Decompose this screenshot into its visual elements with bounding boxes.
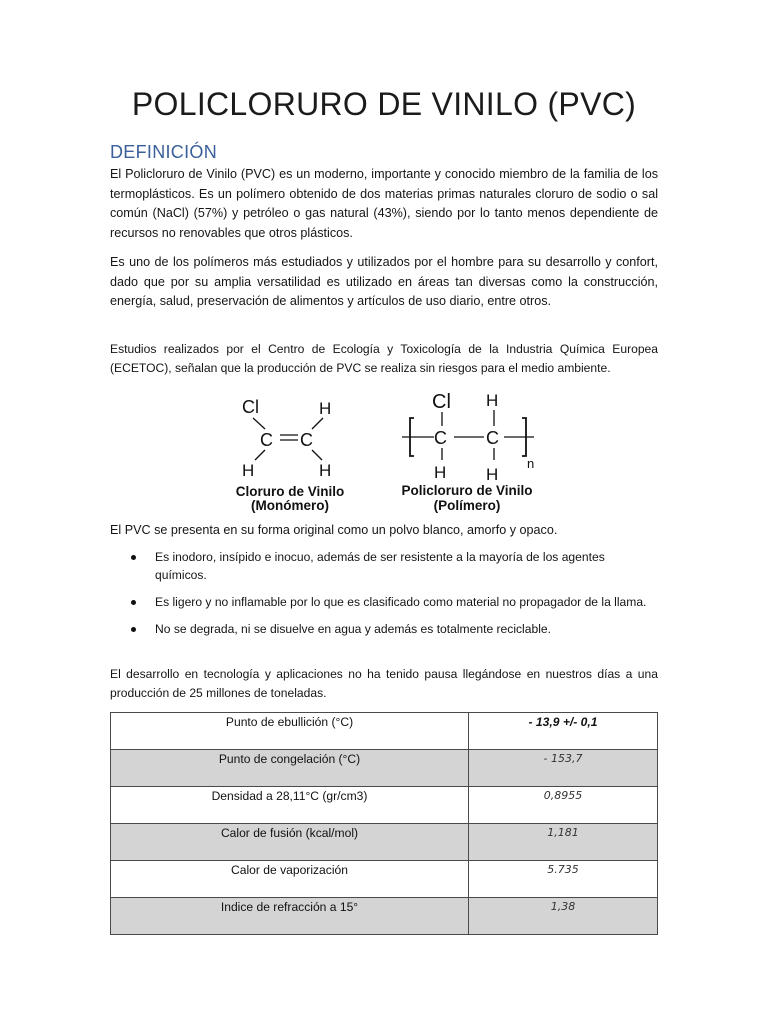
polymer-n-subscript: n (527, 456, 535, 471)
polymer-h-bl-atom: H (434, 463, 447, 482)
polymer-h-br-atom: H (486, 465, 499, 484)
paragraph-appearance: El PVC se presenta en su forma original como un polvo blanco, amorfo y opaco. (110, 523, 558, 537)
pvc-structure-diagram (228, 388, 548, 516)
monomer-h-bl-atom: H (242, 461, 255, 480)
monomer-cl-atom: Cl (242, 397, 259, 417)
polymer-c2-atom: C (486, 428, 499, 448)
table-cell-label: Densidad a 28,11°C (gr/cm3) (111, 787, 469, 824)
table-cell-value: - 13,9 +/- 0,1 (469, 713, 658, 750)
monomer-h-br-atom: H (319, 461, 332, 480)
paragraph-definition: El Policloruro de Vinilo (PVC) es un moderno, importante y conocido miembro de la familia de los termoplásticos. Es un polímero obtenido de dos materias primas naturales cloruro de sodio o sal común (NaCl) (57%) y petróleo o gas natural (43%), siendo por lo tanto menos dependiente de recursos no renovables que otros plásticos. (110, 167, 658, 240)
monomer-name-label: Cloruro de Vinilo (235, 484, 345, 499)
bullet-text: Es ligero y no inflamable por lo que es clasificado como material no propagador de la llama. (155, 595, 647, 609)
table-row (111, 898, 658, 935)
section-heading-definicion: DEFINICIÓN (110, 142, 218, 162)
bullet-text: No se degrada, ni se disuelve en agua y además es totalmente reciclable. (155, 622, 551, 636)
table-cell-label: Calor de vaporización (111, 861, 469, 898)
table-row (111, 861, 658, 898)
polymer-cl-atom: Cl (432, 391, 451, 413)
table-cell-value: 1,181 (469, 824, 658, 861)
list-item (110, 593, 658, 611)
table-cell-value: 0,8955 (469, 787, 658, 824)
polymer-h-top-atom: H (486, 391, 499, 410)
polymer-c1-atom: C (434, 428, 447, 448)
table-row (111, 787, 658, 824)
paragraph-uses: Es uno de los polímeros más estudiados y utilizados por el hombre para su desarrollo y confort, dado que por su amplia versatilidad es utilizado en áreas tan diversas como la construcción, energía, salud, preservación de alimentos y artículos de uso diario, entre otros. (110, 255, 658, 308)
paragraph-production: El desarrollo en tecnología y aplicaciones no ha tenido pausa llegándose en nuestros días a una producción de 25 millones de toneladas. (110, 667, 658, 700)
bullet-dot-icon (131, 600, 136, 605)
table-cell-label: Punto de ebullición (°C) (111, 713, 469, 750)
monomer-sublabel: (Monómero) (251, 498, 329, 513)
monomer-c2-atom: C (300, 430, 313, 450)
monomer-h-top-atom: H (319, 399, 332, 418)
table-cell-value: 5.735 (469, 861, 658, 898)
table-row (111, 713, 658, 750)
properties-table (110, 712, 658, 935)
properties-bullet-list (110, 548, 658, 647)
table-row (111, 824, 658, 861)
list-item (110, 620, 658, 638)
polymer-name-label: Policloruro de Vinilo (401, 483, 533, 498)
table-cell-value: - 153,7 (469, 750, 658, 787)
polymer-sublabel: (Polímero) (433, 498, 501, 513)
table-cell-value: 1,38 (469, 898, 658, 935)
table-cell-label: Punto de congelación (°C) (111, 750, 469, 787)
document-title: POLICLORURO DE VINILO (PVC) (131, 86, 637, 122)
table-cell-label: Calor de fusión (kcal/mol) (111, 824, 469, 861)
bullet-dot-icon (131, 555, 136, 560)
monomer-structure (236, 397, 345, 513)
polymer-structure (401, 391, 534, 513)
table-cell-label: Indice de refracción a 15° (111, 898, 469, 935)
bullet-dot-icon (131, 627, 136, 632)
table-row (111, 750, 658, 787)
bullet-text: Es inodoro, insípido e inocuo, además de ser resistente a la mayoría de los agentes químicos. (155, 550, 605, 582)
monomer-c1-atom: C (260, 430, 273, 450)
list-item (110, 548, 658, 584)
paragraph-ecetoc: Estudios realizados por el Centro de Ecología y Toxicología de la Industria Química Europea (ECETOC), señalan que la producción de PVC se realiza sin riesgos para el medio ambiente. (110, 342, 658, 375)
